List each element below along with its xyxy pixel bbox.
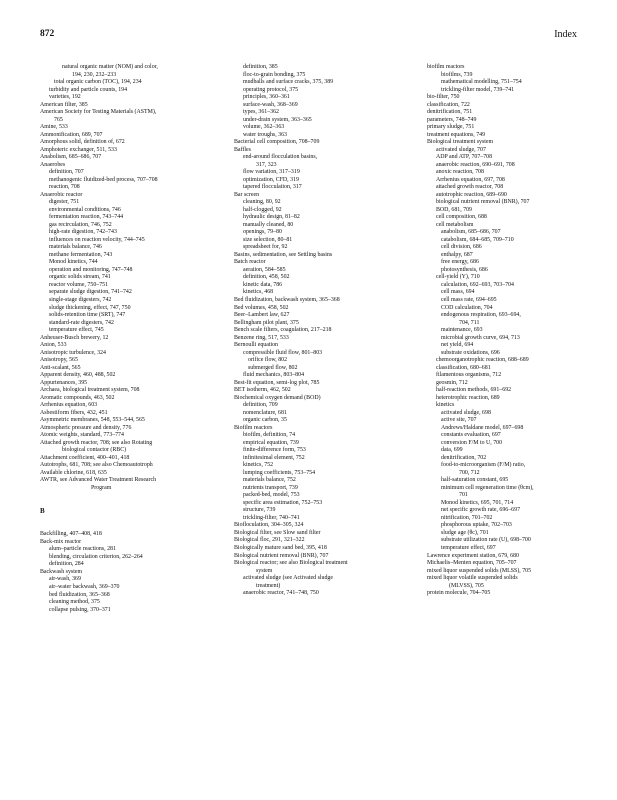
index-entry: Bernoulli equation (234, 342, 279, 349)
index-entry: microbial growth curve, 694, 713 (441, 334, 520, 341)
index-entry: Anisotropic turbulence, 324 (40, 349, 106, 356)
index-entry: materials balance, 752 (243, 477, 296, 484)
index-entry: active site, 707 (441, 417, 477, 424)
index-entry: Biological filter, see Slow sand filter (234, 529, 321, 536)
index-entry: conversion F/M to U, 700 (441, 439, 503, 446)
index-entry: Arrhenius equation, 697, 708 (436, 176, 505, 183)
index-entry: 194, 230, 232–233 (72, 71, 117, 78)
index-entry: floc-to-grain bonding, 375 (243, 71, 306, 78)
index-entry: anaerobic reactor, 741–748, 750 (243, 590, 319, 597)
index-entry: high-rate digestion, 742–743 (49, 229, 117, 236)
index-entry: Backwash system (40, 568, 83, 575)
index-entry: Attachment coefficient, 400–401, 418 (40, 454, 130, 461)
index-entry: 700, 712 (459, 469, 480, 476)
index-entry: treatment) (256, 582, 281, 589)
index-entry: classification, 722 (427, 101, 470, 108)
index-entry: data, 699 (441, 447, 463, 454)
index-entry: Batch reactor (234, 259, 266, 266)
index-entry: Bed volumes, 458, 502 (234, 304, 289, 311)
index-entry: temperature effect, 745 (49, 327, 104, 334)
index-entry: single-stage digesters, 742 (49, 296, 112, 303)
index-entry: types, 361–362 (243, 109, 279, 116)
index-entry: Monod kinetics, 744 (49, 259, 98, 266)
index-entry: half-clogged, 92 (243, 206, 282, 213)
index-entry: maintenance, 693 (441, 327, 483, 334)
index-entry: system (256, 567, 273, 574)
index-entry: under-drain system, 363–365 (243, 116, 312, 123)
index-entry: Amphoteric exchanger, 511, 533 (40, 146, 117, 153)
section-letter: B (40, 507, 45, 516)
index-entry: Biochemical oxygen demand (BOD) (234, 394, 321, 401)
index-entry: lumping coefficients, 753–754 (243, 469, 316, 476)
index-entry: organic carbon, 35 (243, 417, 287, 424)
index-entry: natural organic matter (NOM) and color, (62, 64, 158, 70)
index-entry: Appurtenances, 395 (40, 379, 88, 386)
index-entry: Biofloculation, 304–305, 324 (234, 522, 304, 529)
index-entry: mudballs and surface cracks, 375, 389 (243, 79, 334, 86)
index-entry: activated sludge, 698 (441, 409, 491, 416)
index-entry: Anheuser-Busch brewery, 12 (40, 334, 109, 341)
index-entry: manually cleaned, 80 (243, 221, 294, 228)
index-entry: Michaelis–Menten equation, 705–707 (427, 560, 517, 567)
index-entry: gas recirculation, 746, 752 (49, 221, 112, 228)
index-entry: air-wash, 369 (49, 576, 81, 583)
index-entry: end-around flocculation basins, (243, 154, 318, 161)
index-entry: orifice flow, 802 (248, 357, 288, 364)
index-entry: air–water backwash, 369–370 (49, 584, 120, 590)
index-entry: cell mass rate, 694–695 (441, 296, 497, 303)
index-entry: heterotrophic reaction, 689 (436, 394, 500, 401)
index-entry: primary sludge, 751 (427, 124, 475, 131)
index-entry: bio-filter, 750 (427, 94, 460, 101)
index-entry: nitrification, 701–702 (441, 514, 493, 521)
index-entry: definition, 385 (243, 64, 278, 70)
index-entry: biofilm reactors (427, 64, 465, 70)
index-entry: reactor volume, 750–751 (49, 281, 109, 288)
index-entry: cell-yield (Y), 710 (436, 274, 480, 281)
index-entry: geosmin, 712 (436, 379, 468, 386)
index-entry: biological contactor (RBC) (62, 447, 127, 454)
index-entry: Biologically mature sand bed, 395, 418 (234, 545, 327, 551)
index-entry: Basins, sedimentation, see Settling basins (234, 251, 333, 258)
index-entry: trickling-filter model, 739–741 (441, 86, 515, 93)
index-entry: fluid mechanics, 803–804 (243, 372, 305, 379)
index-entry: definition, 707 (49, 169, 84, 176)
index-entry: Anion, 533 (40, 342, 67, 349)
index-entry: anaerobic reaction, 690–691, 708 (436, 161, 515, 168)
index-entry: Archaea, biological treatment system, 708 (40, 387, 140, 394)
index-entry: net specific growth rate, 696–697 (441, 507, 521, 514)
index-entry: size selection, 80–81 (243, 236, 293, 243)
index-entry: Baffles (234, 146, 251, 153)
index-entry: Atmospheric pressure and density, 776 (40, 424, 132, 431)
index-entry: Anabolism, 685–686, 707 (40, 154, 102, 161)
index-entry: activated sludge (see Activated sludge (243, 575, 333, 582)
index-entry: 317, 323 (256, 161, 277, 168)
index-entry: definition, 709 (243, 402, 278, 409)
index-entry: half-reaction methods, 691–692 (436, 387, 512, 394)
index-entry: organic solids stream, 741 (49, 274, 111, 281)
index-entry: sludge age (θc), 701 (441, 529, 489, 536)
index-entry: Biological floc, 291, 321–322 (234, 537, 305, 544)
section-gap (40, 516, 230, 531)
index-entry: Best-fit equation, semi-log plot, 785 (234, 379, 320, 386)
index-entry: aeration, 584–585 (243, 266, 286, 273)
index-entry: COD calculation, 704 (441, 304, 493, 311)
index-entry: fermentation reaction, 743–744 (49, 214, 124, 221)
index-entry: BET isotherm, 462, 502 (234, 387, 291, 394)
index-entry: sludge thickening, effect, 747, 750 (49, 304, 131, 311)
index-entry: reaction, 708 (49, 184, 80, 191)
index-entry: standard-rate digesters, 742 (49, 319, 114, 326)
index-entry: American filter, 385 (40, 101, 88, 108)
index-entry: water troughs, 363 (243, 131, 288, 138)
index-entry: finite-difference form, 753 (243, 447, 306, 454)
index-entry: structure, 739 (243, 507, 276, 514)
index-entry: mixed liquor suspended solids (MLSS), 705 (427, 567, 532, 574)
index-entry: Andrews/Haldane model, 697–698 (441, 424, 524, 431)
index-entry: Biological reactor; see also Biological treatment (234, 560, 348, 567)
section-gap (40, 492, 230, 507)
index-entry: influences on reaction velocity, 744–745 (49, 236, 145, 243)
index-entry: Bench scale filters, coagulation, 217–218 (234, 327, 332, 334)
index-column-2 (234, 64, 424, 598)
index-entry: trickling-filter, 740–741 (243, 514, 300, 521)
index-entry: Asymmetric membranes, 548, 553–544, 565 (40, 417, 145, 424)
index-entry: definition, 458, 502 (243, 274, 290, 281)
index-entry: mixed liquor volatile suspended solids (427, 575, 518, 582)
index-entry: kinetics, 468 (243, 289, 274, 296)
index-entry: catabolism, 684–685, 709–710 (441, 236, 514, 243)
index-entry: Attached growth reactor, 708; see also Rotating (40, 439, 153, 446)
index-entry: surface-wash, 368–369 (243, 101, 298, 108)
index-entry: minimum cell regeneration time (θcm), (441, 484, 534, 491)
index-entry: hydraulic design, 81–82 (243, 214, 300, 221)
index-entry: treatment equations, 749 (427, 131, 486, 138)
index-entry: 701 (459, 492, 468, 499)
index-entry: specific area estimation, 752–753 (243, 499, 323, 506)
index-entry: infinitesimal element, 752 (243, 454, 305, 461)
index-entry: cell mass, 694 (441, 289, 475, 296)
index-entry: endogenous respiration, 693–694, (441, 312, 521, 319)
index-entry: spreadsheet for, 92 (243, 244, 288, 251)
index-entry: chemoorganotrophic reaction, 688–689 (436, 357, 529, 364)
index-entry: cell metabolism (436, 221, 474, 228)
index-entry: flow variation, 317–319 (243, 169, 300, 176)
index-entry: Monod kinetics, 695, 701, 714 (441, 499, 514, 506)
index-entry: 765 (54, 116, 63, 123)
index-entry: blending, circulation criterion, 262–264 (49, 553, 143, 560)
index-entry: Back-mix reactor (40, 538, 82, 545)
index-entry: Beer–Lambert law, 627 (234, 312, 290, 319)
index-entry: submerged flow, 802 (248, 364, 298, 371)
index-entry: Anti-scalant, 565 (40, 364, 81, 371)
index-entry: Backfilling, 407–408, 418 (40, 531, 102, 538)
index-entry: Available chlorine, 618, 635 (40, 469, 107, 476)
index-entry: filamentous organisms, 712 (436, 372, 502, 379)
index-entry: compressible fluid flow, 801–803 (243, 349, 323, 356)
page-header (40, 29, 577, 45)
index-entry: classification, 680–681 (436, 364, 491, 371)
index-entry: photosynthesis, 686 (441, 266, 488, 273)
index-entry: BOD, 681, 709 (436, 206, 472, 213)
index-entry: Apparent density, 460, 488, 502 (40, 372, 116, 379)
index-entry: protein molecule, 704–705 (427, 590, 491, 597)
index-entry: biofilms, 739 (441, 71, 473, 78)
index-entry: Aromatic compounds, 463, 502 (40, 394, 115, 401)
index-entry: denitrification, 751 (427, 109, 473, 116)
index-entry: Amine, 533 (40, 124, 68, 131)
index-entry: substrate oxidations, 696 (441, 349, 500, 356)
index-column-3 (427, 64, 617, 598)
index-entry: kinetics (436, 402, 455, 409)
index-entry: Program (91, 484, 112, 491)
index-entry: Anisotropy, 565 (40, 357, 78, 364)
index-entry: half-saturation constant, 695 (441, 477, 509, 484)
index-entry: collapse pulsing, 370–371 (49, 606, 111, 613)
index-entry: Bellingham pilot plant, 375 (234, 319, 299, 326)
index-column-1 (40, 64, 230, 614)
index-entry: calculation, 692–693, 703–704 (441, 281, 514, 288)
page-number: 872 (40, 29, 55, 39)
index-entry: Biological treatment system (427, 139, 494, 146)
index-entry: constants evaluation, 697 (441, 432, 501, 439)
index-entry: biological nutrient removal (BNR), 707 (436, 199, 530, 206)
index-entry: Arrhenius equation, 603 (40, 402, 98, 409)
index-entry: methanogenic fluidized-bed process, 707–708 (49, 176, 158, 183)
index-entry: ADP and ATP, 707–708 (436, 154, 493, 161)
index-entry: Benzene ring, 517, 533 (234, 334, 289, 341)
index-entry: temperature effect, 697 (441, 545, 496, 551)
index-entry: Atomic weights, standard, 773–774 (40, 432, 124, 439)
index-entry: autotrophic reaction, 689–690 (436, 191, 507, 198)
index-entry: anoxic reaction, 708 (436, 169, 484, 176)
index-entry: substrate utilization rate (U), 698–700 (441, 537, 531, 544)
index-entry: attached growth reactor, 708 (436, 184, 504, 191)
index-entry: 704, 711 (459, 319, 480, 326)
index-entry: methane fermentation, 743 (49, 251, 113, 258)
index-entry: varieties, 192 (49, 94, 81, 101)
index-entry: total organic carbon (TOC), 194, 234 (54, 79, 142, 86)
index-entry: cleaning method, 375 (49, 599, 100, 606)
index-entry: food-to-microorganism (F/M) ratio, (441, 462, 526, 469)
running-title: Index (554, 29, 577, 40)
index-entry: Biological nutrient removal (BNR), 707 (234, 552, 329, 559)
index-entry: kinetics, 752 (243, 462, 274, 469)
index-entry: parameters, 748–749 (427, 116, 477, 123)
index-entry: mathematical modelling, 751–754 (441, 79, 522, 86)
index-entry: Autotrophs, 681, 708; see also Chemoautotroph (40, 462, 153, 469)
index-entry: Anaerobes (40, 161, 66, 168)
index-entry: biofilm, definition, 74 (243, 432, 296, 439)
index-entry: Asbestiform fibers, 432, 451 (40, 409, 108, 416)
index-entry: Anaerobic reactor (40, 191, 83, 198)
index-entry: alum–particle reactions, 281 (49, 546, 116, 553)
index-entry: solids-retention time (SRT), 747 (49, 312, 126, 319)
index-entry: digester, 751 (49, 199, 80, 206)
index-entry: kinetic data, 786 (243, 281, 283, 288)
index-entry: American Society for Testing Materials (ASTM), (40, 109, 157, 116)
index-entry: empirical equation, 739 (243, 439, 299, 446)
index-entry: environmental conditions, 746 (49, 206, 121, 213)
index-entry: denitrification, 702 (441, 454, 487, 461)
index-entry: Lawrence experiment station, 679, 680 (427, 552, 519, 559)
index-entry: turbidity and particle counts, 194 (49, 86, 128, 93)
index-entry: tapered flocculation, 317 (243, 184, 302, 191)
index-entry: Bar screen (234, 191, 260, 198)
index-entry: Bacterial cell composition, 708–709 (234, 139, 320, 146)
index-entry: bed fluidization, 365–368 (49, 591, 110, 598)
index-entry: enthalpy, 687 (441, 251, 473, 258)
index-entry: Ammonification, 689, 707 (40, 131, 103, 138)
index-entry: Bed fluidization, backwash system, 365–368 (234, 296, 340, 303)
index-entry: net yield, 694 (441, 342, 474, 349)
index-entry: definition, 284 (49, 561, 84, 568)
index-entry: optimization, CFD, 319 (243, 176, 299, 183)
index-entry: free energy, 686 (441, 259, 479, 266)
index-entry: AWTR, see Advanced Water Treatment Research (40, 477, 157, 484)
index-entry: materials balance, 746 (49, 244, 102, 251)
index-entry: volume, 362–363 (243, 124, 285, 131)
index-entry: Biofilm reactors (234, 424, 273, 431)
index-entry: cell composition, 688 (436, 214, 487, 221)
index-entry: principles, 360–361 (243, 94, 290, 101)
index-entry: (MLVSS), 705 (449, 582, 484, 589)
index-entry: phosphorous uptake, 702–703 (441, 522, 512, 529)
index-entry: activated sludge, 707 (436, 146, 486, 153)
index-entry: anabolism, 685–686, 707 (441, 229, 501, 236)
index-entry: openings, 79–80 (243, 229, 282, 236)
index-entry: operation and monitoring, 747–748 (49, 266, 133, 273)
index-entry: cleaning, 80, 92 (243, 199, 281, 206)
index-entry: Amorphous solid, definition of, 672 (40, 139, 125, 146)
index-entry: operating protocol, 375 (243, 86, 299, 93)
index-entry: cell division, 686 (441, 244, 482, 251)
index-entry: packed-bed, model, 753 (243, 492, 300, 499)
index-entry: nutrients transport, 739 (243, 484, 298, 491)
index-entry: nomenclature, 681 (243, 409, 287, 416)
index-entry: separate sludge digestion, 741–742 (49, 289, 132, 296)
